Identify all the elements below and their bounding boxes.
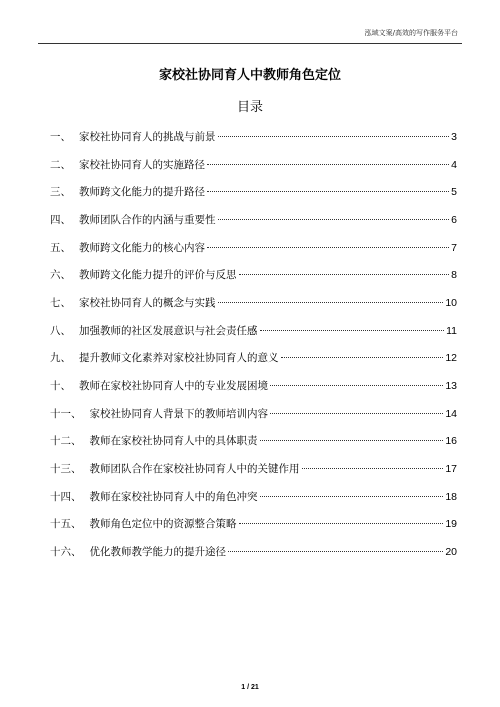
toc-entry-number: 三、: [50, 186, 71, 199]
toc-entry-number: 一、: [50, 131, 71, 143]
toc-dot-leader: [260, 330, 445, 331]
toc-entry-page: 6: [451, 213, 457, 226]
page-number-footer: 1 / 21: [241, 684, 259, 691]
toc-entry[interactable]: [50, 430, 457, 458]
toc-entry-number: 十四、: [50, 490, 82, 503]
toc-entry-title: 教师团队合作的内涵与重要性: [79, 213, 216, 226]
toc-entry-number: 七、: [50, 296, 71, 309]
toc-entry-page: 20: [445, 545, 457, 558]
toc-dot-leader: [260, 496, 444, 497]
toc-entry-title: 教师跨文化能力提升的评价与反思: [79, 269, 237, 282]
table-of-contents: [50, 126, 457, 569]
toc-dot-leader: [207, 191, 449, 192]
toc-entry-number: 十三、: [50, 462, 82, 475]
toc-entry-title: 家校社协同育人的实施路径: [79, 158, 205, 171]
toc-entry-page: 11: [446, 324, 457, 337]
toc-entry-title: 家校社协同育人背景下的教师培训内容: [89, 407, 268, 420]
toc-entry-title: 加强教师的社区发展意识与社会责任感: [79, 324, 258, 337]
toc-entry-page: 16: [445, 435, 457, 448]
toc-entry-title: 教师在家校社协同育人中的具体职责: [89, 435, 258, 448]
page-header: 泓域文案/高效的写作服务平台: [364, 29, 458, 37]
toc-entry-title: 教师团队合作在家校社协同育人中的关键作用: [89, 462, 300, 475]
toc-entry-page: 4: [451, 158, 457, 171]
toc-dot-leader: [239, 523, 444, 524]
toc-entry[interactable]: [50, 403, 457, 431]
toc-entry-number: 八、: [50, 324, 71, 337]
toc-entry-page: 14: [445, 407, 457, 420]
toc-dot-leader: [302, 468, 444, 469]
toc-entry-title: 提升教师文化素养对家校社协同育人的意义: [79, 352, 279, 365]
toc-entry-number: 九、: [50, 352, 71, 365]
toc-entry[interactable]: [50, 347, 457, 375]
toc-entry[interactable]: [50, 292, 457, 320]
toc-entry-title: 教师在家校社协同育人中的专业发展困境: [79, 379, 268, 392]
toc-entry-title: 教师跨文化能力的核心内容: [79, 241, 205, 254]
toc-dot-leader: [207, 247, 449, 248]
toc-entry-page: 10: [445, 296, 457, 309]
toc-entry-page: 5: [451, 186, 457, 199]
toc-dot-leader: [281, 357, 444, 358]
toc-entry[interactable]: [50, 237, 457, 265]
toc-dot-leader: [218, 219, 450, 220]
toc-heading: 目录: [236, 100, 263, 115]
toc-entry[interactable]: [50, 209, 457, 237]
toc-dot-leader: [228, 551, 443, 552]
toc-dot-leader: [207, 164, 449, 165]
toc-entry-number: 五、: [50, 241, 71, 254]
toc-entry[interactable]: [50, 320, 457, 348]
toc-entry-number: 十六、: [50, 545, 82, 558]
toc-entry[interactable]: [50, 458, 457, 486]
toc-entry-title: 家校社协同育人的挑战与前景: [79, 131, 216, 143]
toc-entry-title: 教师角色定位中的资源整合策略: [89, 518, 237, 531]
toc-entry-number: 十二、: [50, 435, 82, 448]
toc-entry-title: 教师跨文化能力的提升路径: [79, 186, 205, 199]
toc-entry-number: 六、: [50, 269, 71, 282]
toc-entry-number: 十一、: [50, 407, 82, 420]
header-divider: [38, 43, 462, 44]
toc-entry[interactable]: [50, 541, 457, 569]
toc-entry-number: 四、: [50, 213, 71, 226]
toc-entry-title: 教师在家校社协同育人中的角色冲突: [89, 490, 258, 503]
toc-entry-number: 二、: [50, 158, 71, 171]
toc-dot-leader: [260, 440, 444, 441]
toc-dot-leader: [270, 413, 443, 414]
toc-entry[interactable]: [50, 126, 457, 154]
toc-dot-leader: [218, 302, 444, 303]
toc-entry-page: 12: [445, 352, 457, 365]
toc-entry-page: 19: [445, 518, 457, 531]
toc-dot-leader: [218, 136, 450, 137]
toc-entry[interactable]: [50, 264, 457, 292]
toc-entry-page: 3: [451, 131, 457, 143]
document-title: 家校社协同育人中教师角色定位: [158, 68, 341, 83]
toc-entry-page: 13: [445, 379, 457, 392]
toc-entry[interactable]: [50, 375, 457, 403]
toc-entry[interactable]: [50, 513, 457, 541]
toc-dot-leader: [239, 274, 450, 275]
toc-entry[interactable]: [50, 181, 457, 209]
toc-entry[interactable]: [50, 486, 457, 514]
toc-dot-leader: [270, 385, 443, 386]
toc-entry-page: 18: [445, 490, 457, 503]
toc-entry-number: 十、: [50, 379, 71, 392]
toc-entry-page: 17: [445, 462, 457, 475]
toc-entry-page: 7: [451, 241, 457, 254]
toc-entry-number: 十五、: [50, 518, 82, 531]
toc-entry-title: 家校社协同育人的概念与实践: [79, 296, 216, 309]
toc-entry-page: 8: [451, 269, 457, 282]
toc-entry-title: 优化教师教学能力的提升途径: [89, 545, 226, 558]
toc-entry[interactable]: [50, 154, 457, 182]
